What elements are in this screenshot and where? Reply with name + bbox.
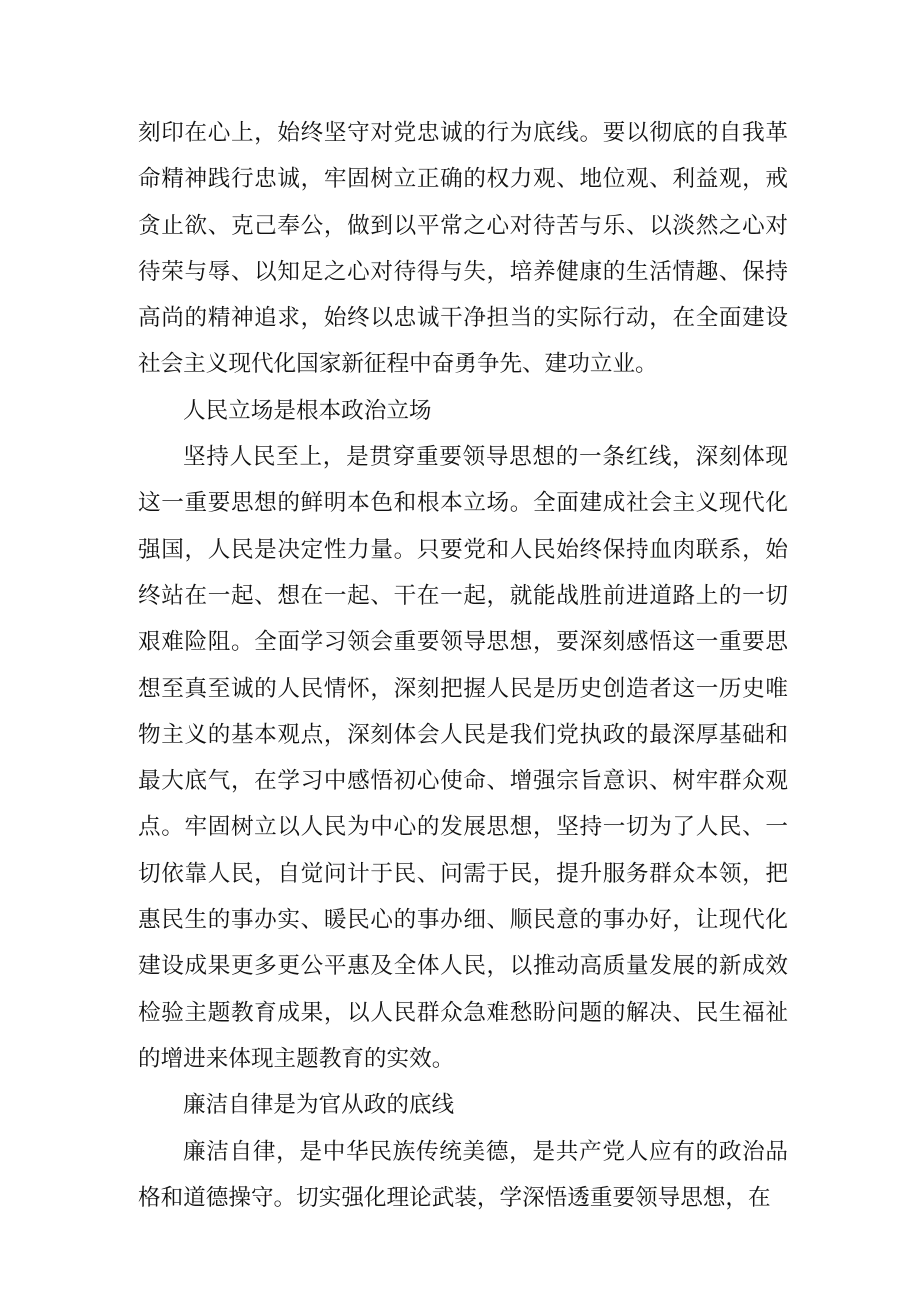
section-heading-integrity: 廉洁自律是为官从政的底线 xyxy=(183,1092,455,1119)
paragraph-continued: 刻印在心上，始终坚守对党忠诚的行为底线。要以彻底的自我革命精神践行忠诚，牢固树立正确的权力观、地位观、利益观，戒贪止欲、克己奉公，做到以平常之心对待苦与乐、以淡然之心对待荣与辱、以知足之心对待得与失，培养健康的生活情趣、保持高尚的精神追求，始终以忠诚干净担当的实际行动，在全面建设社会主义现代化国家新征程中奋勇争先、建功立业。 xyxy=(138,120,788,378)
section-heading-people-stance: 人民立场是根本政治立场 xyxy=(183,397,432,424)
document-body xyxy=(138,110,788,1221)
paragraph-people-first: 坚持人民至上，是贯穿重要领导思想的一条红线，深刻体现这一重要思想的鲜明本色和根本立场。全面建成社会主义现代化强国，人民是决定性力量。只要党和人民始终保持血肉联系，始终站在一起、想在一起、干在一起，就能战胜前进道路上的一切艰难险阻。全面学习领会重要领导思想，要深刻感悟这一重要思想至真至诚的人民情怀，深刻把握人民是历史创造者这一历史唯物主义的基本观点，深刻体会人民是我们党执政的最深厚基础和最大底气，在学习中感悟初心使命、增强宗旨意识、树牢群众观点。牢固树立以人民为中心的发展思想，坚持一切为了人民、一切依靠人民，自觉问计于民、问需于民，提升服务群众本领，把惠民生的事办实、暖民心的事办细、顺民意的事办好，让现代化建设成果更多更公平惠及全体人民，以推动高质量发展的新成效检验主题教育成果，以人民群众急难愁盼问题的解决、民生福祉的增进来体现主题教育的实效。 xyxy=(138,444,788,1072)
paragraph-integrity: 廉洁自律，是中华民族传统美德，是共产党人应有的政治品格和道德操守。切实强化理论武装，学深悟透重要领导思想，在 xyxy=(138,1138,788,1211)
